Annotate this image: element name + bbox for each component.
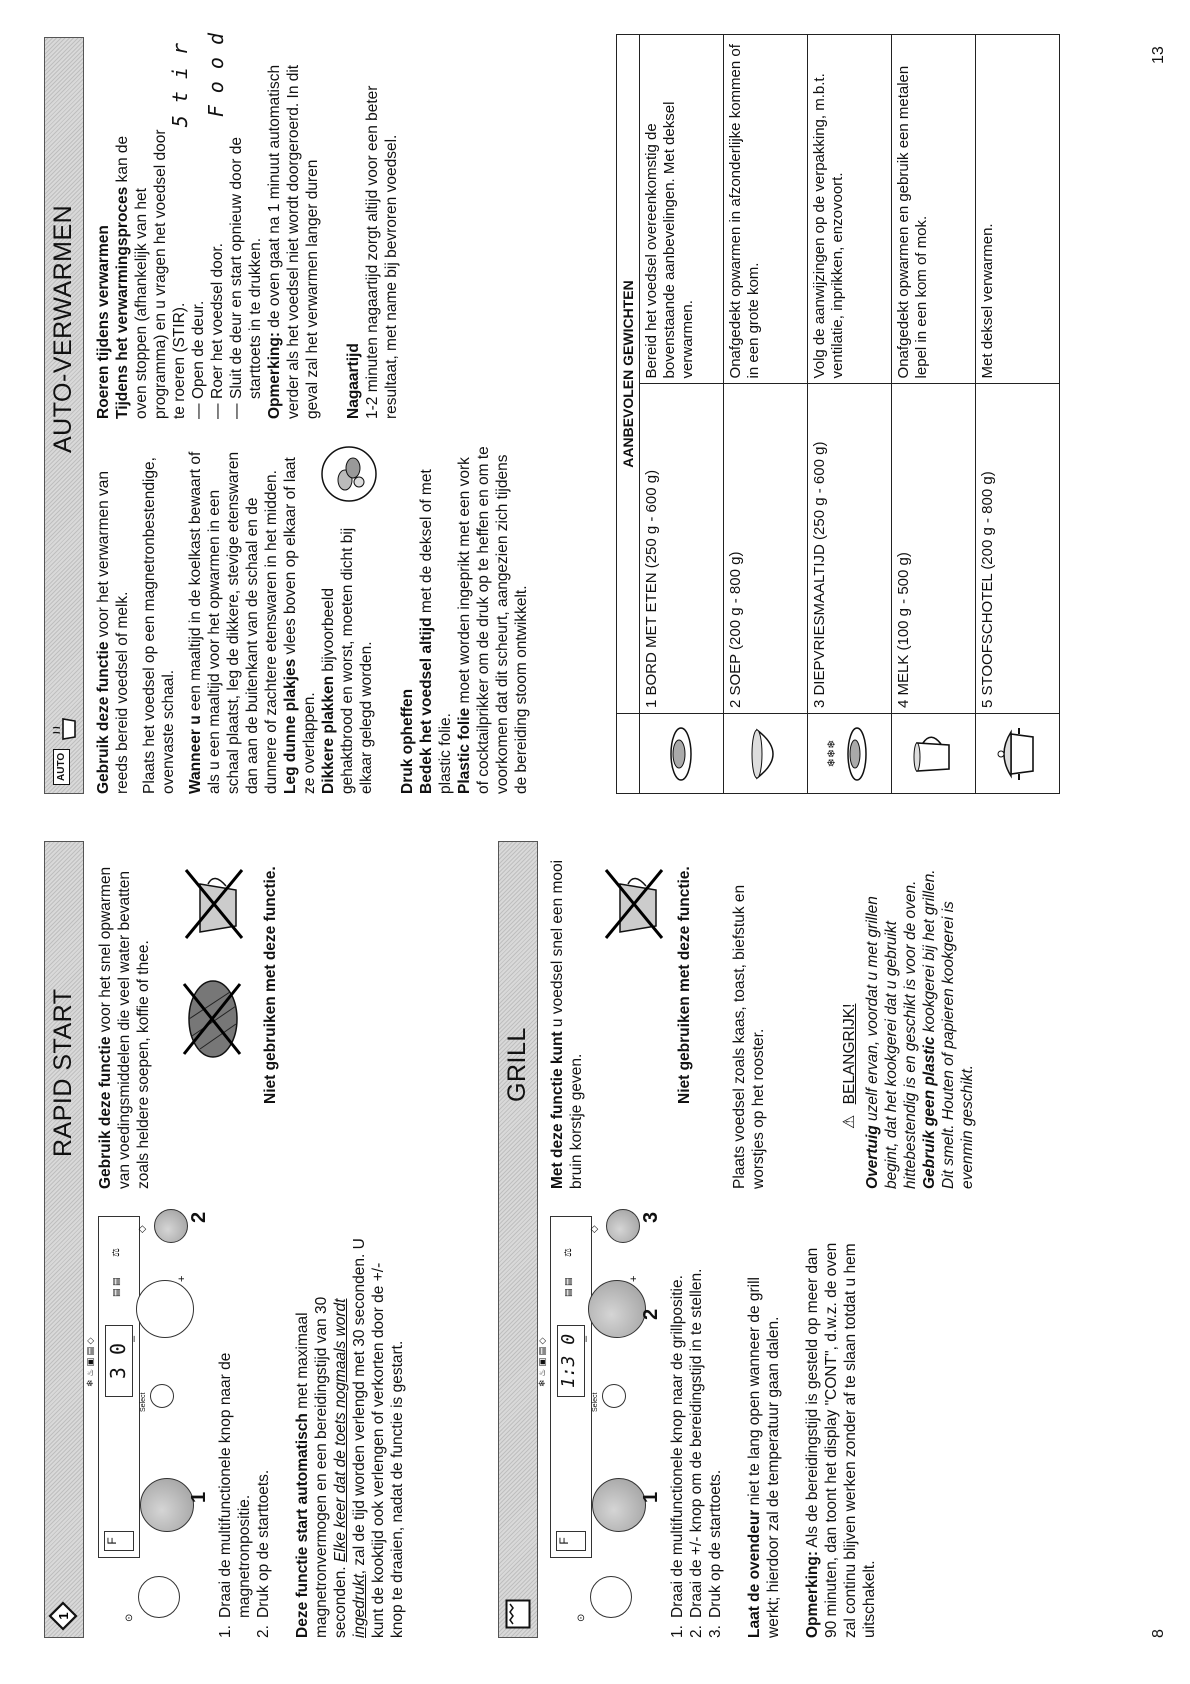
page-number-right: 13 [1150, 46, 1167, 64]
grill-step-2: 2. Draai de +/- knop om de bereidingstijd in te stellen. [688, 1268, 705, 1638]
rapid-start-step-2: 2. Druk op de starttoets. [255, 1469, 272, 1638]
table-cell-advice: Volg de aanwijzingen op de verpakking, m.b.t. ventilatie, inprikken, enzovoort. [808, 35, 892, 384]
auto-cover-title: Druk opheffen [399, 688, 416, 794]
page-number-left: 8 [1150, 1629, 1167, 1638]
display-food: F o o d [204, 33, 228, 118]
table-empty-cell [617, 714, 640, 794]
grill-header [498, 841, 538, 1638]
control-panel [85, 1216, 140, 1558]
select-label: Select [140, 1392, 147, 1412]
callout-1: 1 [188, 1491, 210, 1503]
auto-verwarmen-header [44, 37, 84, 794]
plate-icon [640, 714, 724, 794]
grill-use-paragraph: Met deze functie kunt u voedsel snel een mooi bruin korstje geven. [549, 859, 585, 1189]
mode-indicator: F [104, 1531, 134, 1551]
stir-step-1: — Open de deur. [190, 300, 207, 419]
frozen-meal-icon: ❄❄❄ [808, 714, 892, 794]
auto-left-column [94, 444, 539, 794]
sliced-food-plate-icon [319, 444, 379, 504]
important-paragraph-1: Overtuig uzelf ervan, voordat u met grillen begint, dat het kookgerei dat u gebruikt hittebestendig is en geschikt is voor de oven. [864, 880, 919, 1189]
important-paragraph-2: Gebruik geen plastic kookgerei bij het grillen. Dit smelt. Houten of papieren kookgerei is evenmin geschikt. [921, 869, 976, 1189]
plus-label: + [628, 1275, 640, 1282]
stir-step-2: — Roer het voedsel door. [209, 243, 226, 419]
rapid-start-not-use: Niet gebruiken met deze functie. [262, 866, 279, 1104]
plus-minus-knob [588, 1280, 646, 1338]
rapid-start-panel-illustration [85, 1208, 210, 1638]
left-small-knob [590, 1576, 632, 1618]
pot-icon [51, 715, 77, 743]
display-value: 1:3 0 [558, 1333, 579, 1389]
crossed-cup-icon [600, 864, 670, 944]
table-cell-label: 4 MELK (100 g - 500 g) [892, 384, 976, 714]
weight-small-icon: ⚖ [111, 1248, 122, 1257]
crossed-cup-icon [180, 864, 250, 944]
callout-2: 2 [188, 1211, 210, 1223]
table-row [892, 35, 976, 794]
auto-foil-paragraph: Plastic folie moet worden ingeprikt met een vork of cocktailprikker om de druk op te heffen en om te voorkomen dat dit scheurt, aangezien zich tijdens de bereiding stoom ontwikkelt. [456, 446, 530, 794]
rapid-start-steps [216, 1238, 273, 1638]
bowl-icon [724, 714, 808, 794]
stir-block [113, 33, 265, 419]
grill-use-text [548, 849, 594, 1189]
remark-paragraph: Opmerking: de oven gaat na 1 minuut automatisch verder als het voedsel niet wordt doorgeroerd. In dit geval zal het verwarmen langer duren [266, 64, 321, 419]
grill-door-paragraph: Laat de ovendeur niet te lang open wanneer de grill werkt; hierdoor zal de temperatuur gaan dalen. [746, 1276, 782, 1638]
minus-label: – [580, 1335, 592, 1342]
grill-instructions [668, 1238, 887, 1638]
multifunction-knob [592, 1478, 646, 1532]
callout-3: 3 [640, 1211, 662, 1223]
grill-step-3: 3. Druk op de starttoets. [707, 1469, 724, 1638]
rest-paragraph: 1-2 minuten nagaartijd zorgt altijd voor een beter resultaat, met name bij bevroren voedsel. [364, 85, 400, 419]
weight-small-icon: ⚖ [563, 1248, 574, 1257]
rapid-start-header [44, 841, 84, 1638]
rapid-start-icon [48, 1601, 78, 1631]
power-small-icon: ⊙ [124, 1613, 135, 1622]
rapid-start-step-1: 1. Draai de multifunctionele knop naar de magnetronpositie. [217, 1352, 253, 1638]
grill-note-paragraph: Opmerking: Als de bereidingstijd is gesteld op meer dan 90 minuten, dan toont het display "CONT", d.w.z. de oven zal continu blijven werken zonder af te slaan totdat u hem uitschakelt. [804, 1242, 878, 1638]
grill-important-box [840, 849, 985, 1189]
grill-step-1: 1. Draai de multifunctionele knop naar de grillpositie. [669, 1275, 686, 1638]
auto-p4: Leg dunne plakjes vlees boven op elkaar of laat ze overlappen. [282, 457, 318, 794]
table-cell-advice: Onafgedekt opwarmen in afzonderlijke kommen of in een grote kom. [724, 35, 808, 384]
table-cell-label: 5 STOOFSCHOTEL (200 g - 800 g) [976, 384, 1060, 714]
table-cell-advice: Onafgedekt opwarmen en gebruik een metalen lepel in een kom of mok. [892, 35, 976, 384]
select-button [150, 1384, 174, 1408]
auto-small-icon: ▤ ▤ [563, 1277, 573, 1297]
table-row [640, 35, 724, 794]
mug-icon [892, 714, 976, 794]
important-heading: ⚠ BELANGRIJK! [841, 1003, 858, 1129]
mode-indicator: F [556, 1531, 586, 1551]
function-icons: ❄ ♨ ▣ ▤ ◇ [85, 1337, 95, 1387]
start-icon: ◇ [137, 1225, 148, 1233]
svg-text:1: 1 [56, 1612, 71, 1620]
select-label: Select [592, 1392, 599, 1412]
rapid-start-use-text [96, 849, 161, 1189]
table-row [808, 35, 892, 794]
grill-panel-illustration [537, 1208, 662, 1638]
table-header: AANBEVOLEN GEWICHTEN [617, 35, 640, 714]
stir-steps [189, 129, 265, 419]
table-cell-label: 3 DIEPVRIESMAALTIJD (250 g - 600 g) [808, 384, 892, 714]
grill-place-text: Plaats voedsel zoals kaas, toast, biefstuk en worstjes op het rooster. [731, 884, 767, 1189]
stir-paragraph: Tijdens het verwarmingsproces kan de oven stoppen (afhankelijk van het programma) en u vragen het voedsel door te roeren (STIR). [114, 129, 188, 419]
auto-p3: Wanneer u een maaltijd in de koelkast bewaart of als u een maaltijd voor het opwarmen in een schaal plaatst, leg de dikkere, stevige etenswaren dan aan de buitenkant van de schaal en de dunnere of zachtere etenswaren in het midden. [187, 451, 280, 794]
control-panel [537, 1216, 592, 1558]
grill-icon [505, 1599, 531, 1629]
auto-p2: Plaats het voedsel op een magnetronbestendige, ovenvaste schaal. [141, 457, 177, 794]
auto-p1: Gebruik deze functie voor het verwarmen van reeds bereid voedsel of melk. [95, 470, 131, 794]
start-button [606, 1209, 640, 1243]
table-cell-advice: Bereid het voedsel overeenkomstig de bovenstaande aanbevelingen. Met deksel verwarmen. [640, 35, 724, 384]
callout-1: 1 [640, 1491, 662, 1503]
auto-p5-wrap [319, 444, 376, 794]
stir-title: Roeren tijdens verwarmen [95, 225, 112, 419]
power-small-icon: ⊙ [576, 1613, 587, 1622]
rapid-start-title: RAPID START [49, 988, 77, 1157]
rapid-start-instructions [216, 1238, 415, 1638]
table-row [976, 35, 1060, 794]
table-cell-label: 1 BORD MET ETEN (250 g - 600 g) [640, 384, 724, 714]
table-row [724, 35, 808, 794]
rapid-start-auto-paragraph: Deze functie start automatisch met maximaal magnetronvermogen en een bereidingstijd van 30 seconden. Elke keer dat de toets nogmaals wordt ingedrukt, zal de tijd worden verlengd met 30 seconden. U kunt de kooktijd ook verlengen of verkorten door de +/- knop te draaien, nadat de functie is gestart. [294, 1238, 406, 1638]
rest-title: Nagaartijd [345, 343, 362, 419]
grill-steps [668, 1238, 725, 1638]
crossed-grill-rack-icon [178, 974, 248, 1064]
auto-badge: AUTO [53, 749, 70, 785]
display-value: 3 0 [106, 1342, 130, 1380]
stir-step-3: — Sluit de deur en start opnieuw door de starttoets in te drukken. [228, 137, 264, 419]
function-icons: ❄ ♨ ▣ ▤ ◇ [537, 1337, 547, 1387]
table-cell-advice: Met deksel verwarmen. [976, 35, 1060, 384]
display-stir: 5 t i r [168, 43, 192, 128]
select-button [602, 1384, 626, 1408]
grill-not-use: Niet gebruiken met deze functie. [676, 866, 693, 1104]
auto-verwarmen-title: AUTO-VERWARMEN [49, 204, 77, 453]
recommended-weights-table [616, 34, 1060, 794]
plus-label: + [176, 1275, 188, 1282]
auto-small-icon: ▤ ▤ [111, 1277, 121, 1297]
auto-cover-paragraph: Bedek het voedsel altijd met de deksel of met plastic folie. [418, 469, 454, 794]
casserole-icon [976, 714, 1060, 794]
grill-title: GRILL [503, 1027, 531, 1102]
callout-2: 2 [640, 1308, 662, 1320]
start-button [154, 1209, 188, 1243]
table-cell-label: 2 SOEP (200 g - 800 g) [724, 384, 808, 714]
rapid-start-use-paragraph: Gebruik deze functie voor het snel opwarmen van voedingsmiddelen die veel water bevatten zoals heldere soepen, koffie of thee. [97, 866, 152, 1189]
warning-icon: ⚠ [841, 1114, 858, 1129]
left-small-knob [138, 1576, 180, 1618]
start-icon: ◇ [589, 1225, 600, 1233]
auto-p5: Dikkere plakken bijvoorbeeld gehaktbrood en worst, moeten dicht bij elkaar gelegd worden. [320, 527, 375, 794]
multifunction-knob [140, 1478, 194, 1532]
minus-label: – [128, 1335, 140, 1342]
auto-right-column [94, 33, 409, 419]
plus-minus-knob [136, 1280, 194, 1338]
